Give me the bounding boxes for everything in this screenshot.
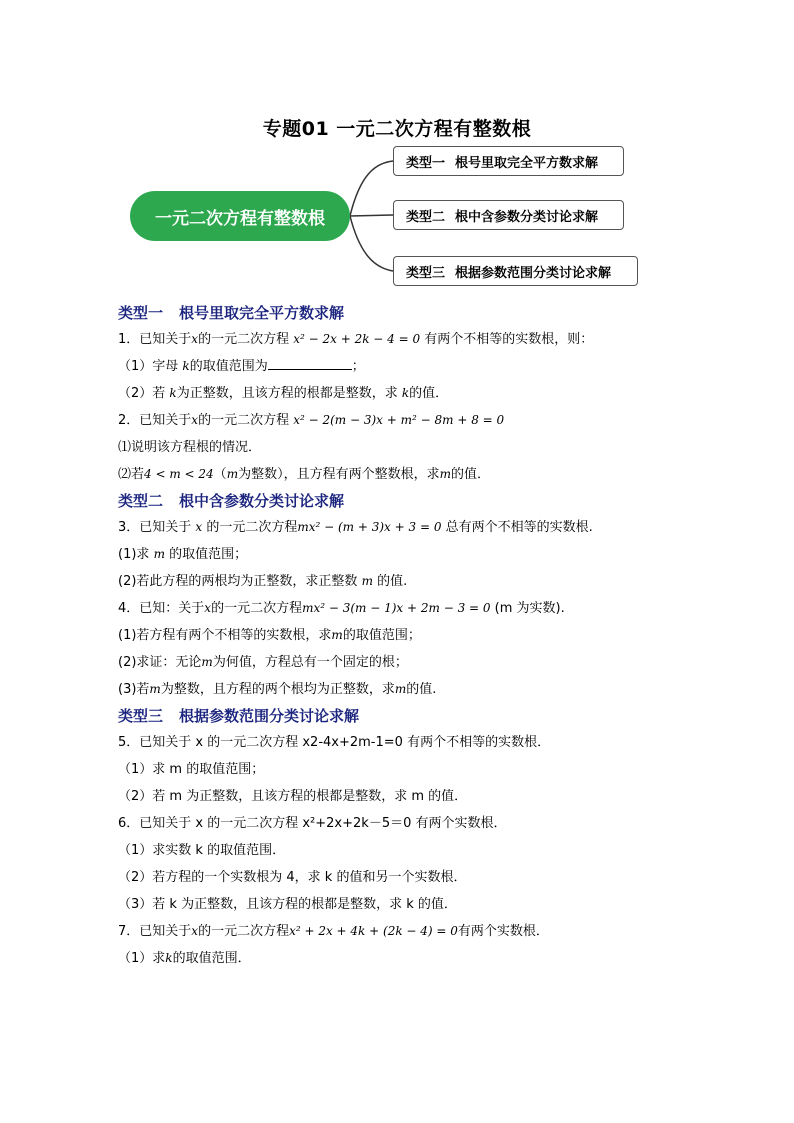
text: 4．已知：关于 [118, 601, 205, 616]
question-6-part-1: （1）求实数 k 的取值范围． [118, 843, 286, 858]
math-var: m [439, 467, 451, 481]
question-2-stem [118, 407, 678, 434]
math-var: k [401, 386, 410, 400]
document-body [118, 300, 678, 972]
question-5-part-1: （1）求 m 的取值范围； [118, 762, 265, 777]
text: ⑵若 [118, 467, 145, 482]
section-text: 根中含参数分类讨论求解 [179, 492, 345, 510]
math-var: k [182, 359, 190, 373]
question-1-part-1 [118, 353, 678, 380]
math-var: m [149, 682, 161, 696]
question-5-stem: 5．已知关于 x 的一元二次方程 x2-4x+2m-1=0 有两个不相等的实数根． [118, 735, 551, 750]
question-3-part-1 [118, 541, 678, 568]
text: 1．已知关于 [118, 332, 192, 347]
answer-blank [268, 355, 352, 370]
question-1-part-2 [118, 380, 678, 407]
text: 为何值，方程总有一个固定的根； [212, 655, 408, 670]
text: （1）求 [118, 951, 166, 966]
math-var: k [165, 951, 173, 965]
math-var: m [361, 574, 373, 588]
question-2-part-1: ⑴说明该方程根的情况． [118, 440, 262, 455]
text: （1）字母 [118, 359, 179, 374]
math-var: m [153, 547, 165, 561]
question-6-part-2: （2）若方程的一个实数根为 4，求 k 的值和另一个实数根． [118, 870, 467, 885]
text: (1)求 [118, 547, 150, 562]
text: 的一元二次方程 [198, 332, 290, 347]
question-3-part-2 [118, 568, 678, 595]
text: 有两个实数根． [457, 924, 549, 939]
mindmap-center-node: 一元二次方程有整数根 [130, 191, 350, 241]
branch-type: 类型三 [406, 265, 446, 281]
equation: mx² − (m + 3)x + 3 = 0 [297, 520, 442, 534]
equation: x² − 2x + 2k − 4 = 0 [293, 332, 421, 346]
math-var: m [331, 628, 343, 642]
text: (3)若 [118, 682, 150, 697]
section-text: 根据参数范围分类讨论求解 [179, 707, 360, 725]
math-var: x [191, 924, 199, 938]
section-type: 类型一 [118, 304, 164, 322]
question-7-stem [118, 918, 678, 945]
section-heading-3 [118, 703, 678, 729]
page-title: 专题01 一元二次方程有整数根 [262, 118, 532, 140]
text: 为整数），且方程有两个整数根，求 [238, 467, 440, 482]
text: 的值. [406, 682, 437, 697]
question-4-stem [118, 595, 678, 622]
section-text: 根号里取完全平方数求解 [179, 304, 345, 322]
branch-type: 类型一 [406, 155, 446, 171]
branch-text: 根号里取完全平方数求解 [455, 155, 599, 171]
mindmap-branch-2 [393, 200, 624, 230]
question-4-part-2 [118, 649, 678, 676]
text: 总有两个不相等的实数根. [445, 520, 593, 535]
math-var: k [169, 386, 177, 400]
question-6-stem: 6．已知关于 x 的一元二次方程 x²+2x+2k－5＝0 有两个实数根． [118, 816, 507, 831]
text: 的一元二次方程 [198, 413, 290, 428]
question-4-part-3 [118, 676, 678, 703]
text: (2)求证：无论 [118, 655, 202, 670]
section-type: 类型二 [118, 492, 164, 510]
math-var: x [204, 601, 212, 615]
equation: mx² − 3(m − 1)x + 2m − 3 = 0 [302, 601, 491, 615]
text: 2．已知关于 [118, 413, 192, 428]
text: （2）若 [118, 386, 166, 401]
connector-branch-3 [350, 216, 393, 271]
text: 的值. [377, 574, 408, 589]
equation: 4 < m < 24 [144, 467, 214, 481]
text: 的取值范围； [169, 547, 248, 562]
text: 的取值范围； [342, 628, 421, 643]
math-var: x [191, 332, 199, 346]
text: 为整数，且方程的两个根均为正整数，求 [160, 682, 395, 697]
math-var: x [195, 520, 203, 534]
mindmap-branch-1 [393, 146, 624, 176]
equation: x² + 2x + 4k + (2k − 4) = 0 [289, 924, 458, 938]
branch-text: 根据参数范围分类讨论求解 [455, 265, 612, 281]
text: 有两个不相等的实数根，则： [424, 332, 594, 347]
connector-branch-2 [350, 215, 393, 216]
equation: x² − 2(m − 3)x + m² − 8m + 8 = 0 [293, 413, 505, 427]
math-var: x [191, 413, 199, 427]
branch-type: 类型二 [406, 209, 446, 225]
text: 的值． [450, 467, 490, 482]
text: (2)若此方程的两根均为正整数，求正整数 [118, 574, 358, 589]
text: 7．已知关于 [118, 924, 192, 939]
question-6-part-3: （3）若 k 为正整数，且该方程的根都是整数，求 k 的值． [118, 897, 457, 912]
text: （ [213, 467, 227, 482]
section-type: 类型三 [118, 707, 164, 725]
text: 的取值范围为 [189, 359, 268, 374]
question-5-part-2: （2）若 m 为正整数，且该方程的根都是整数，求 m 的值． [118, 789, 468, 804]
branch-text: 根中含参数分类讨论求解 [455, 209, 599, 225]
text: (1)若方程有两个不相等的实数根，求 [118, 628, 332, 643]
text: 的取值范围． [172, 951, 251, 966]
question-4-part-1 [118, 622, 678, 649]
text: 的一元二次方程 [198, 924, 290, 939]
math-var: m [201, 655, 213, 669]
question-3-stem [118, 514, 678, 541]
question-2-part-2 [118, 461, 678, 488]
text: 3．已知关于 [118, 520, 192, 535]
text: (m 为实数). [494, 601, 565, 616]
math-var: m [226, 467, 239, 481]
text: 的一元二次方程 [211, 601, 303, 616]
math-var: m [394, 682, 407, 696]
section-heading-2 [118, 488, 678, 514]
text: ； [351, 359, 365, 374]
connector-branch-1 [350, 161, 393, 216]
text: 的值． [409, 386, 449, 401]
question-7-part-1 [118, 945, 678, 972]
mindmap-branch-3 [393, 256, 638, 286]
text: 的一元二次方程 [206, 520, 298, 535]
text: 为正整数，且该方程的根都是整数，求 [176, 386, 398, 401]
question-1-stem [118, 326, 678, 353]
section-heading-1 [118, 300, 678, 326]
